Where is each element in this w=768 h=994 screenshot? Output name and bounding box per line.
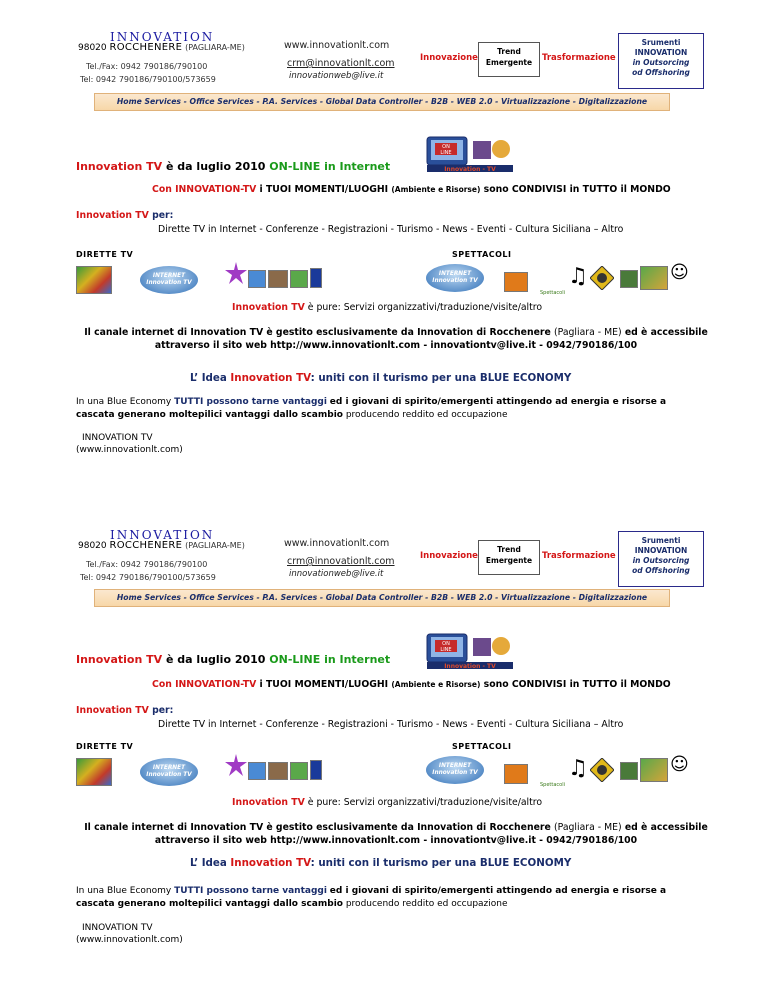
star-burst-icon (225, 754, 247, 776)
canale-paragraph (76, 821, 716, 847)
logo-text: Innovation - TV (444, 663, 496, 670)
zip: 98020 (78, 541, 107, 551)
town: ROCCHENERE (109, 540, 183, 551)
idea-rest: : uniti con il turismo per una BLUE ECONOMY (310, 857, 572, 869)
thumb-3 (290, 762, 308, 780)
trend-label: Trend (497, 545, 521, 554)
thumb-1 (248, 762, 266, 780)
per-heading (76, 210, 173, 221)
tools-line1: Srumenti (641, 38, 681, 47)
tools-line4: od Offshoring (632, 68, 690, 77)
website-link[interactable]: www.innovationlt.com (284, 538, 390, 549)
address (78, 540, 245, 551)
tools-line4: od Offshoring (632, 566, 690, 575)
footer-1: INNOVATION TV (82, 923, 153, 933)
footer (76, 432, 183, 456)
crm-email-link[interactable]: crm@innovationlt.com (287, 58, 395, 69)
idea-rest: : uniti con il turismo per una BLUE ECONOMY (310, 372, 572, 384)
footer (76, 922, 183, 946)
tools-line2: INNOVATION (634, 48, 688, 57)
dirette-label: DIRETTE TV (76, 250, 134, 259)
idea-heading (190, 857, 571, 869)
blue-1: In una Blue Economy (76, 886, 172, 896)
share-con: Con INNOVATION-TV (152, 184, 257, 195)
zip: 98020 (78, 43, 107, 53)
figure-icon: ☺ (670, 262, 689, 283)
blue-tutti: TUTTI possono tarne vantaggi (174, 397, 327, 407)
footer-2: (www.innovationlt.com) (76, 445, 183, 455)
town: ROCCHENERE (109, 42, 183, 53)
trend-box (478, 540, 540, 575)
per-brand: Innovation TV (76, 210, 149, 221)
blue-1: In una Blue Economy (76, 397, 172, 407)
blue-4: producendo reddito ed occupazione (345, 410, 508, 420)
pure-line (232, 302, 542, 313)
web-email-link[interactable]: innovationweb@live.it (289, 71, 384, 81)
canale-1: Il canale internet di Innovation TV è gestito esclusivamente da Innovation di Rocchenere (84, 822, 551, 833)
pure-rest: è pure: Servizi organizzativi/traduzione/visite/altro (307, 797, 543, 808)
book-icon (310, 268, 322, 288)
footer-2: (www.innovationlt.com) (76, 935, 183, 945)
blue-paragraph (76, 885, 696, 911)
spettacoli-label: SPETTACOLI (452, 742, 512, 751)
music-notes-icon: ♫ (568, 264, 588, 289)
projector-icon (504, 272, 528, 292)
trend-box (478, 42, 540, 77)
thumb-2 (268, 270, 288, 288)
canale-paren: (Pagliara - ME) (554, 822, 622, 833)
btn2-line1: INTERNET (438, 271, 472, 277)
blue-3: cascata generano moltepilici vantaggi dallo scambio (76, 410, 343, 420)
headline-online: ON-LINE in Internet (269, 160, 391, 173)
spettacoli-small: Spettacoli (540, 782, 565, 788)
btn-line1: INTERNET (152, 765, 186, 771)
brand-name: INNOVATION (110, 30, 215, 44)
address (78, 42, 245, 53)
tel: Tel: 0942 790186/790100/573659 (80, 75, 216, 84)
emergente-label: Emergente (485, 556, 533, 565)
idea-brand: Innovation TV (230, 372, 311, 384)
area: (PAGLIARA-ME) (185, 541, 245, 550)
area: (PAGLIARA-ME) (185, 43, 245, 52)
thumb-4 (620, 270, 638, 288)
website-link[interactable]: www.innovationlt.com (284, 40, 390, 51)
pure-line (232, 797, 542, 808)
star-burst-icon (225, 262, 247, 284)
tools-box (618, 33, 704, 89)
thumb-2 (268, 762, 288, 780)
idea-brand: Innovation TV (230, 857, 311, 869)
btn-line1: INTERNET (152, 273, 186, 279)
idea-heading (190, 372, 571, 384)
share-paren: (Ambiente e Risorse) (391, 185, 481, 194)
footer-1: INNOVATION TV (82, 433, 153, 443)
crm-email-link[interactable]: crm@innovationlt.com (287, 556, 395, 567)
headline-online: ON-LINE in Internet (269, 653, 391, 666)
pure-brand: Innovation TV (232, 797, 305, 808)
canale-1: Il canale internet di Innovation TV è gestito esclusivamente da Innovation di Rocchenere (84, 327, 551, 338)
step-trasformazione: Trasformazione (542, 53, 616, 63)
share-line (152, 679, 671, 690)
step-innovazione: Innovazione (420, 53, 478, 63)
dirette-label: DIRETTE TV (76, 742, 134, 751)
share-paren: (Ambiente e Risorse) (391, 680, 481, 689)
projector-icon (504, 764, 528, 784)
thumb-4 (620, 762, 638, 780)
share-mid: i TUOI MOMENTI/LUOGHI (259, 184, 389, 195)
canale-3: attraverso il sito web http://www.innovationlt.com - innovationtv@live.it - 0942/790186/100 (154, 340, 638, 351)
btn2-line2: Innovation TV (432, 770, 478, 776)
blue-4: producendo reddito ed occupazione (345, 899, 508, 909)
canale-paragraph (76, 326, 716, 352)
tel: Tel: 0942 790186/790100/573659 (80, 573, 216, 582)
pure-rest: è pure: Servizi organizzativi/traduzione/visite/altro (307, 302, 543, 313)
per-word: per: (152, 705, 174, 716)
headline-mid: è da luglio 2010 (166, 160, 266, 173)
per-word: per: (152, 210, 174, 221)
btn2-line2: Innovation TV (432, 278, 478, 284)
thumb-3 (290, 270, 308, 288)
headline-mid: è da luglio 2010 (166, 653, 266, 666)
tools-box (618, 531, 704, 587)
headline (76, 653, 390, 666)
innovation-tv-logo (425, 135, 515, 173)
logo-badge-2: LINE (440, 150, 452, 156)
headline (76, 160, 390, 173)
services-list: Dirette TV in Internet - Conferenze - Registrazioni - Turismo - News - Eventi - Cultura Siciliana – Altro (158, 224, 624, 235)
blue-tutti: TUTTI possono tarne vantaggi (174, 886, 327, 896)
tools-line3: in Outsorcing (632, 58, 690, 67)
dirette-image (76, 758, 112, 786)
thumb-1 (248, 270, 266, 288)
blue-2: ed i giovani di spirito/emergenti attingendo ad energia e risorse a (329, 886, 667, 896)
music-notes-icon: ♫ (568, 756, 588, 781)
share-end: sono CONDIVISI in TUTTO il MONDO (483, 679, 671, 690)
per-brand: Innovation TV (76, 705, 149, 716)
logo-badge-1: ON (442, 144, 450, 150)
internet-tv-button-2[interactable] (426, 264, 484, 292)
tools-line2: INNOVATION (634, 546, 688, 555)
innovation-tv-logo (425, 632, 515, 670)
share-end: sono CONDIVISI in TUTTO il MONDO (483, 184, 671, 195)
web-email-link[interactable]: innovationweb@live.it (289, 569, 384, 579)
idea-1: L’ Idea (190, 372, 227, 384)
headline-brand: Innovation TV (76, 653, 163, 666)
services-list: Dirette TV in Internet - Conferenze - Registrazioni - Turismo - News - Eventi - Cultura Siciliana – Altro (158, 719, 624, 730)
share-con: Con INNOVATION-TV (152, 679, 257, 690)
spettacoli-small: Spettacoli (540, 290, 565, 296)
logo-badge-1: ON (442, 641, 450, 647)
logo-badge-2: LINE (440, 647, 452, 653)
sign-icon (590, 758, 614, 782)
btn-line2: Innovation TV (146, 772, 192, 778)
per-heading (76, 705, 173, 716)
telfax: Tel./Fax: 0942 790186/790100 (86, 560, 208, 569)
internet-tv-button[interactable] (140, 266, 198, 294)
spettacoli-label: SPETTACOLI (452, 250, 512, 259)
blue-3: cascata generano moltepilici vantaggi dallo scambio (76, 899, 343, 909)
tools-line1: Srumenti (641, 536, 681, 545)
logo-text: Innovation - TV (444, 166, 496, 173)
blue-paragraph (76, 396, 696, 422)
btn2-line1: INTERNET (438, 763, 472, 769)
canale-3: attraverso il sito web http://www.innovationlt.com - innovationtv@live.it - 0942/790186/100 (154, 835, 638, 846)
share-mid: i TUOI MOMENTI/LUOGHI (259, 679, 389, 690)
share-line (152, 184, 671, 195)
step-innovazione: Innovazione (420, 551, 478, 561)
tools-line3: in Outsorcing (632, 556, 690, 565)
btn-line2: Innovation TV (146, 280, 192, 286)
headline-brand: Innovation TV (76, 160, 163, 173)
pure-brand: Innovation TV (232, 302, 305, 313)
emergente-label: Emergente (485, 58, 533, 67)
blue-2: ed i giovani di spirito/emergenti attingendo ad energia e risorse a (329, 397, 667, 407)
brand-name: INNOVATION (110, 528, 215, 542)
telfax: Tel./Fax: 0942 790186/790100 (86, 62, 208, 71)
trend-label: Trend (497, 47, 521, 56)
book-icon (310, 760, 322, 780)
services-bar: Home Services - Office Services - P.A. Services - Global Data Controller - B2B - WEB 2.0 - Virtualizzazione - Digitalizzazione (94, 93, 670, 111)
internet-tv-button[interactable] (140, 758, 198, 786)
canale-2: ed è accessibile (624, 327, 708, 338)
canale-paren: (Pagliara - ME) (554, 327, 622, 338)
figure-icon: ☺ (670, 754, 689, 775)
sign-icon (590, 266, 614, 290)
internet-tv-button-2[interactable] (426, 756, 484, 784)
dirette-image (76, 266, 112, 294)
idea-1: L’ Idea (190, 857, 227, 869)
page-section-2 (0, 497, 768, 994)
thumb-5 (640, 266, 668, 290)
services-bar: Home Services - Office Services - P.A. Services - Global Data Controller - B2B - WEB 2.0 - Virtualizzazione - Digitalizzazione (94, 589, 670, 607)
canale-2: ed è accessibile (624, 822, 708, 833)
thumb-5 (640, 758, 668, 782)
step-trasformazione: Trasformazione (542, 551, 616, 561)
